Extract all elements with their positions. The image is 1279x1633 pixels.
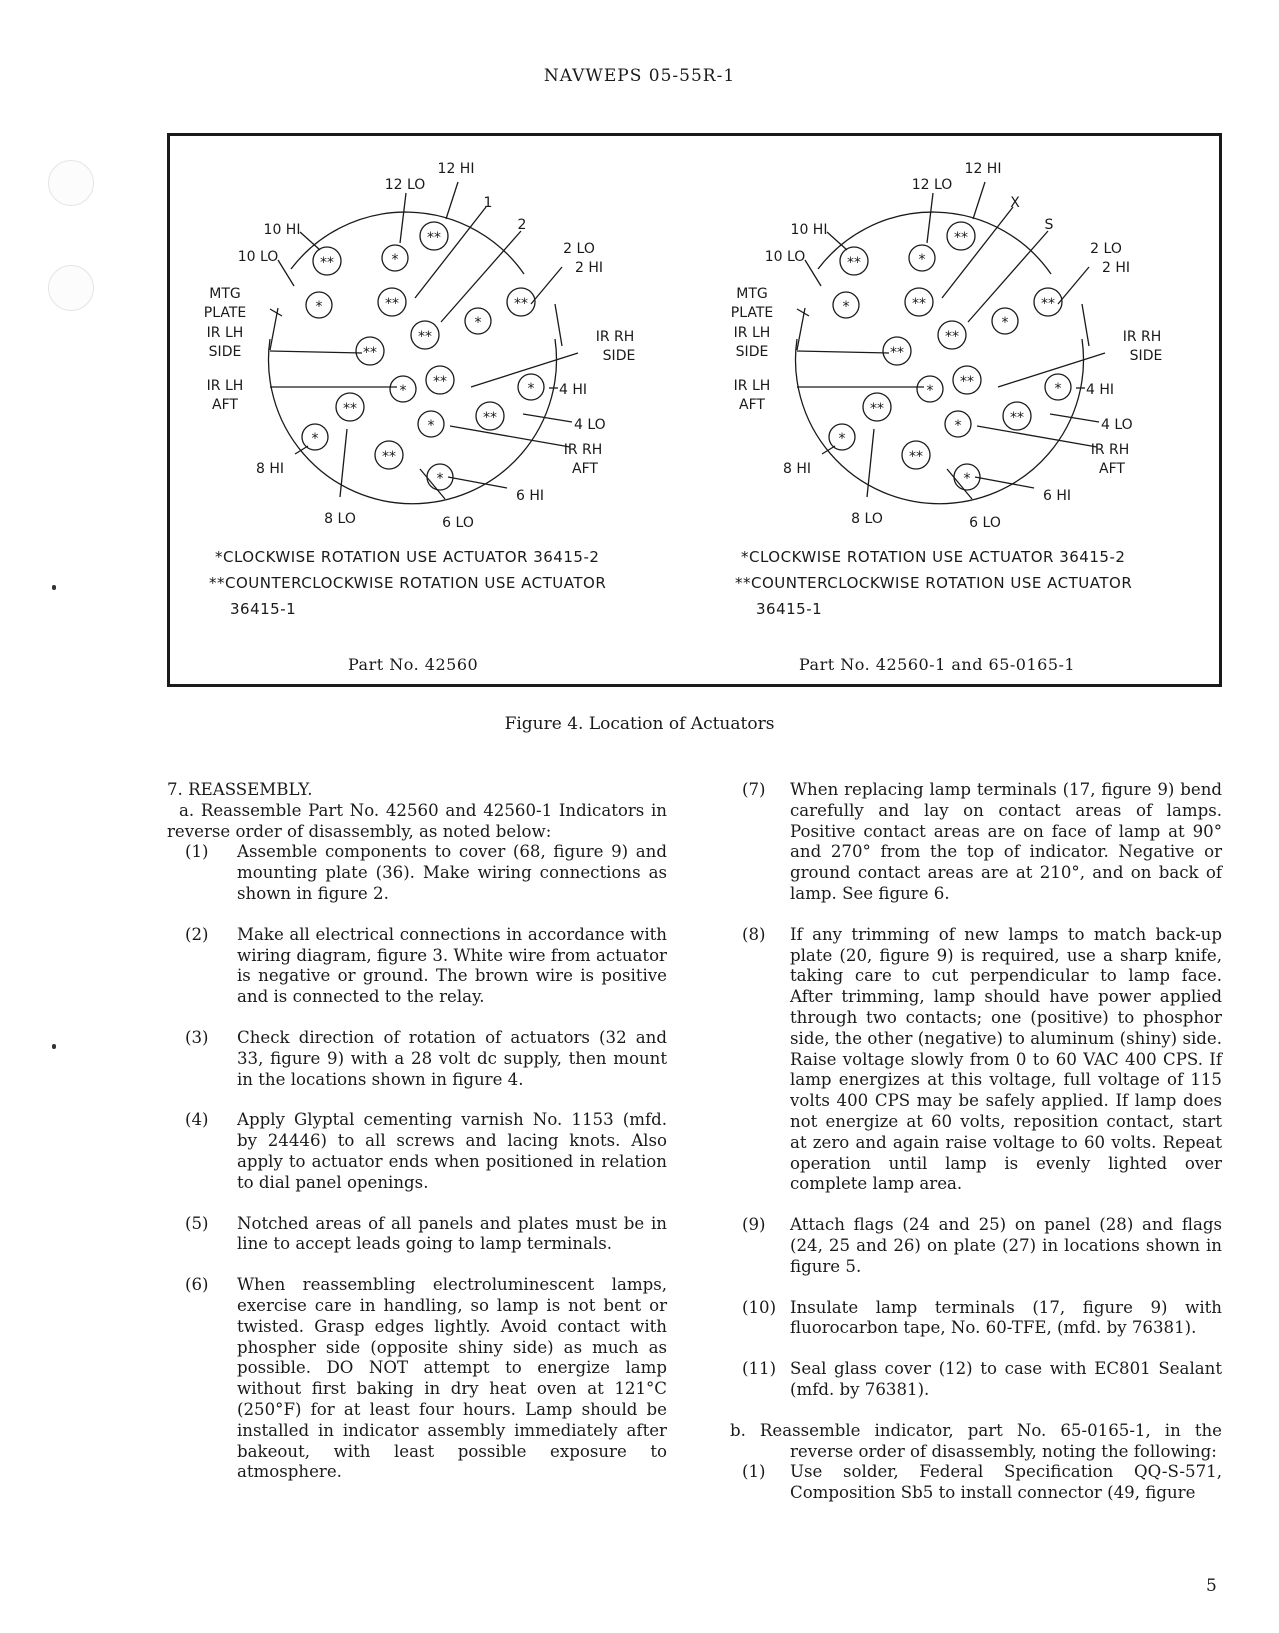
label-ir-lh-side-1: IR LH (733, 325, 771, 341)
svg-text:**: ** (954, 230, 968, 246)
item-text: Attach flags (24 and 25) on panel (28) and flags (24, 25 and 26) on plate (27) in locations shown in figure 5. (790, 1215, 1222, 1276)
label-2lo: 2 LO (563, 241, 595, 257)
label-4hi: 4 HI (559, 382, 588, 398)
left-notes (209, 544, 607, 622)
label-2: 2 (517, 217, 527, 233)
svg-text:**: ** (890, 345, 904, 361)
section-heading: 7. REASSEMBLY. (167, 780, 313, 799)
item-text: Check direction of rotation of actuators (32 and 33, figure 9) with a 28 volt dc supply, then mount in the locations shown in figure 4. (237, 1027, 667, 1089)
label-ir-rh-side-1: IR RH (595, 329, 635, 345)
item-number: (9) (742, 1215, 766, 1235)
left-note-counterclockwise: **COUNTERCLOCKWISE ROTATION USE ACTUATOR (209, 574, 607, 592)
svg-text:**: ** (418, 329, 432, 345)
label-2hi: 2 HI (574, 260, 604, 276)
right-items (742, 780, 1222, 1401)
svg-text:**: ** (1010, 410, 1024, 426)
label-ir-lh-aft-2: AFT (212, 397, 238, 413)
label-2hi: 2 HI (1101, 260, 1131, 276)
svg-text:*: * (399, 383, 407, 399)
label-ir-rh-aft-2: AFT (572, 461, 598, 477)
left-column (167, 780, 667, 1503)
list-item (185, 842, 667, 904)
item-text: Apply Glyptal cementing varnish No. 1153 (mfd. by 24446) to all screws and lacing knots. Also apply to actuator ends when positioned in relation to dial panel openings. (237, 1110, 667, 1192)
label-ir-lh-aft-2: AFT (739, 397, 765, 413)
item-text: Seal glass cover (12) to case with EC801 Sealant (mfd. by 76381). (790, 1359, 1222, 1399)
svg-text:**: ** (382, 449, 396, 465)
paragraph-a: a. Reassemble Part No. 42560 and 42560-1 Indicators in reverse order of disassembly, as noted below: (167, 800, 667, 841)
right-note-part: 36415-1 (756, 600, 823, 618)
item-number: (3) (185, 1027, 209, 1047)
list-item (185, 1110, 667, 1193)
svg-text:*: * (954, 418, 962, 434)
svg-text:**: ** (912, 296, 926, 312)
label-ir-lh-side-1: IR LH (206, 325, 244, 341)
figure-box (167, 133, 1222, 687)
svg-text:*: * (391, 252, 399, 268)
label-12lo: 12 LO (911, 177, 953, 193)
item-number: (1) (742, 1462, 766, 1482)
svg-text:*: * (918, 252, 926, 268)
left-note-clockwise: *CLOCKWISE ROTATION USE ACTUATOR 36415-2 (215, 548, 600, 566)
label-8lo: 8 LO (324, 511, 356, 527)
list-item (742, 1359, 1222, 1401)
right-note-clockwise: *CLOCKWISE ROTATION USE ACTUATOR 36415-2 (741, 548, 1126, 566)
label-10hi: 10 HI (790, 222, 828, 238)
item-number: (11) (742, 1359, 777, 1379)
label-10lo: 10 LO (237, 249, 279, 265)
item-number: (5) (185, 1213, 209, 1233)
document-header: NAVWEPS 05-55R-1 (543, 66, 736, 86)
item-number: (4) (185, 1110, 209, 1130)
svg-text:**: ** (945, 329, 959, 345)
list-item (742, 780, 1222, 905)
svg-text:**: ** (363, 345, 377, 361)
label-6hi: 6 HI (515, 488, 545, 504)
list-item (742, 925, 1222, 1195)
svg-text:*: * (1001, 315, 1009, 331)
label-ir-rh-side-1: IR RH (1122, 329, 1162, 345)
item-number: (1) (185, 842, 209, 862)
left-part-number: Part No. 42560 (348, 655, 479, 674)
label-ir-rh-aft-2: AFT (1099, 461, 1125, 477)
label-s: S (1044, 217, 1054, 233)
svg-text:*: * (315, 299, 323, 315)
label-6hi: 6 HI (1042, 488, 1072, 504)
label-2lo: 2 LO (1090, 241, 1122, 257)
item-text: When replacing lamp terminals (17, figure 9) bend carefully and lay on contact areas of lamps. Positive contact areas are on face of lamp at 90° and 270° from the top of indicator. Negative or ground contact areas are at 210°, and on back of lamp. See figure 6. (790, 780, 1222, 903)
svg-text:**: ** (433, 374, 447, 390)
svg-text:**: ** (870, 401, 884, 417)
right-diagram (697, 136, 1221, 684)
svg-text:*: * (842, 299, 850, 315)
svg-text:*: * (926, 383, 934, 399)
label-1: 1 (483, 195, 493, 211)
margin-mark (52, 585, 56, 590)
svg-text:*: * (427, 418, 435, 434)
right-column (730, 780, 1222, 1504)
label-ir-lh-side-2: SIDE (208, 344, 242, 360)
svg-text:**: ** (320, 255, 334, 271)
svg-text:*: * (1054, 381, 1062, 397)
label-ir-lh-side-2: SIDE (735, 344, 769, 360)
label-ir-rh-aft-1: IR RH (1090, 442, 1130, 458)
svg-text:**: ** (427, 230, 441, 246)
margin-mark (52, 1044, 56, 1049)
paragraph-b: b. Reassemble indicator, part No. 65-0165-1, in the reverse order of disassembly, noting the following: (730, 1420, 1222, 1461)
label-ir-rh-side-2: SIDE (1129, 348, 1163, 364)
label-6lo: 6 LO (969, 515, 1001, 531)
item-text: Use solder, Federal Specification QQ-S-571, Composition Sb5 to install connector (49, figure (790, 1462, 1222, 1503)
item-number: (6) (185, 1275, 209, 1295)
svg-text:*: * (436, 471, 444, 487)
list-item (742, 1215, 1222, 1277)
item-text: If any trimming of new lamps to match back-up plate (20, figure 9) is required, use a sharp knife, taking care to cut perpendicular to lamp face. After trimming, lamp should have power applied through two contacts; one (positive) to phosphor side, the other (negative) to aluminum (shiny) side. Raise voltage slowly from 0 to 60 VAC 400 CPS. If lamp energizes at this voltage, full voltage of 115 volts 400 CPS may be safely applied. If lamp does not energize at 60 volts, reposition contact, start at zero and again raise voltage to 60 volts. Repeat operation until lamp is evenly lighted over complete lamp area. (790, 924, 1222, 1194)
label-12lo: 12 LO (384, 177, 426, 193)
item-text: Notched areas of all panels and plates must be in line to accept leads going to lamp terminals. (237, 1213, 667, 1254)
label-ir-rh-side-2: SIDE (602, 348, 636, 364)
list-item (185, 925, 667, 1008)
svg-text:*: * (474, 315, 482, 331)
label-plate: PLATE (203, 305, 247, 321)
label-8hi: 8 HI (782, 461, 812, 477)
left-items (185, 842, 667, 1483)
binder-hole (48, 265, 94, 311)
list-item (185, 1028, 667, 1090)
svg-text:**: ** (960, 374, 974, 390)
left-diagram (170, 136, 694, 684)
label-ir-lh-aft-1: IR LH (206, 378, 244, 394)
svg-text:**: ** (1041, 296, 1055, 312)
binder-hole (48, 160, 94, 206)
label-10lo: 10 LO (764, 249, 806, 265)
list-item (742, 1462, 1222, 1504)
page-number: 5 (1206, 1576, 1217, 1596)
svg-text:**: ** (385, 296, 399, 312)
svg-text:**: ** (514, 296, 528, 312)
svg-text:*: * (963, 471, 971, 487)
label-8lo: 8 LO (851, 511, 883, 527)
label-mtg: MTG (736, 286, 768, 302)
label-8hi: 8 HI (255, 461, 285, 477)
svg-text:**: ** (847, 255, 861, 271)
right-note-counterclockwise: **COUNTERCLOCKWISE ROTATION USE ACTUATOR (735, 574, 1133, 592)
item-number: (8) (742, 924, 766, 944)
svg-text:*: * (527, 381, 535, 397)
item-text: When reassembling electroluminescent lamps, exercise care in handling, so lamp is not bent or twisted. Grasp edges lightly. Avoid contact with phospher side (opposite shiny side) as much as possible. DO NOT attempt to energize lamp without first baking in dry heat oven at 121°C (250°F) for at least four hours. Lamp should be installed in indicator assembly immediately after bakeout, with least possible exposure to atmosphere. (237, 1275, 667, 1482)
label-mtg: MTG (209, 286, 241, 302)
label-ir-rh-aft-1: IR RH (563, 442, 603, 458)
item-text: Insulate lamp terminals (17, figure 9) with fluorocarbon tape, No. 60-TFE, (mfd. by 76381). (790, 1297, 1222, 1338)
label-12hi: 12 HI (437, 161, 475, 177)
item-text: Assemble components to cover (68, figure 9) and mounting plate (36). Make wiring connections as shown in figure 2. (237, 842, 667, 903)
svg-text:**: ** (343, 401, 357, 417)
left-note-part: 36415-1 (230, 600, 297, 618)
label-6lo: 6 LO (442, 515, 474, 531)
svg-text:**: ** (483, 410, 497, 426)
svg-text:*: * (311, 431, 319, 447)
figure-caption: Figure 4. Location of Actuators (504, 714, 775, 734)
item-number: (10) (742, 1297, 777, 1317)
label-10hi: 10 HI (263, 222, 301, 238)
label-ir-lh-aft-1: IR LH (733, 378, 771, 394)
list-item (185, 1275, 667, 1483)
item-text: Make all electrical connections in accordance with wiring diagram, figure 3. White wire from actuator is negative or ground. The brown wire is positive and is connected to the relay. (237, 924, 667, 1007)
item-number: (7) (742, 780, 766, 799)
list-item (185, 1214, 667, 1256)
item-number: (2) (185, 924, 209, 944)
svg-text:**: ** (909, 449, 923, 465)
right-items-b (742, 1462, 1222, 1504)
label-plate: PLATE (730, 305, 774, 321)
right-notes (735, 544, 1133, 622)
list-item (742, 1298, 1222, 1340)
label-x: X (1010, 195, 1020, 211)
label-4lo: 4 LO (1101, 417, 1133, 433)
right-part-number: Part No. 42560-1 and 65-0165-1 (799, 655, 1076, 674)
label-4lo: 4 LO (574, 417, 606, 433)
svg-text:*: * (838, 431, 846, 447)
label-4hi: 4 HI (1086, 382, 1115, 398)
label-12hi: 12 HI (964, 161, 1002, 177)
